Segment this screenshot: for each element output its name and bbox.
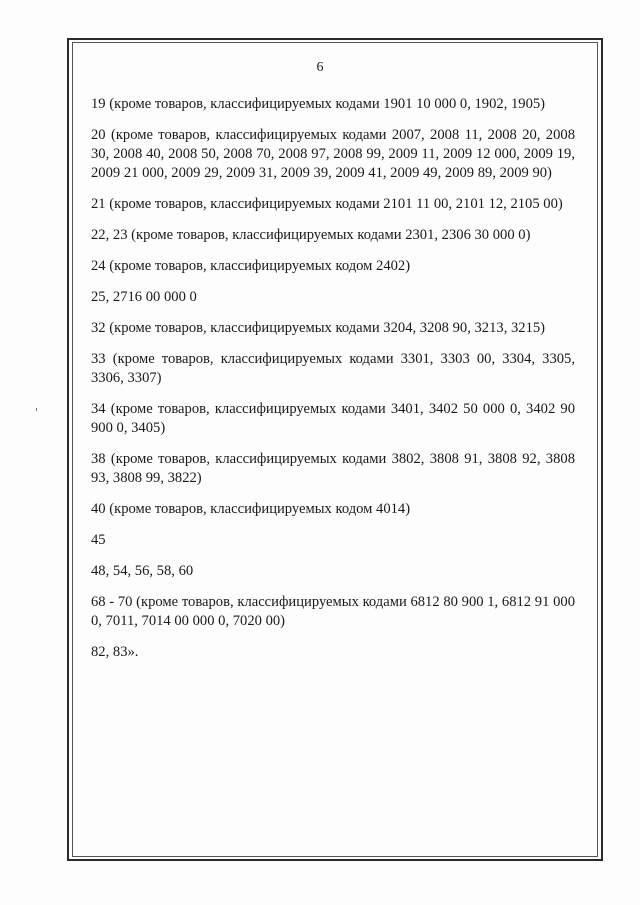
list-item: 40 (кроме товаров, классифицируемых кодом 4014) bbox=[91, 501, 411, 517]
list-item: 82, 83». bbox=[91, 644, 139, 660]
list-item: 21 (кроме товаров, классифицируемых кодами 2101 11 00, 2101 12, 2105 00) bbox=[91, 196, 563, 212]
list-item: 19 (кроме товаров, классифицируемых кодами 1901 10 000 0, 1902, 1905) bbox=[91, 96, 546, 112]
scan-artifact bbox=[36, 408, 37, 411]
list-item: 48, 54, 56, 58, 60 bbox=[91, 563, 194, 579]
list-item: 24 (кроме товаров, классифицируемых кодом 2402) bbox=[91, 258, 411, 274]
list-item: 33 (кроме товаров, классифицируемых кодами 3301, 3303 00, 3304, 3305, 3306, 3307) bbox=[91, 351, 575, 386]
list-item: 20 (кроме товаров, классифицируемых кодами 2007, 2008 11, 2008 20, 2008 30, 2008 40, 2008 50, 2008 70, 2008 97, 2008 99, 2009 11, 2009 12 000, 2009 19, 2009 21 000, 2009 29, 2009 31, 2009 39, 2009 41, 2009 49, 2009 89, 2009 90) bbox=[91, 127, 575, 181]
list-item: 32 (кроме товаров, классифицируемых кодами 3204, 3208 90, 3213, 3215) bbox=[91, 320, 546, 336]
list-item: 34 (кроме товаров, классифицируемых кодами 3401, 3402 50 000 0, 3402 90 900 0, 3405) bbox=[91, 401, 575, 436]
list-item: 45 bbox=[91, 532, 106, 548]
list-item: 25, 2716 00 000 0 bbox=[91, 289, 197, 305]
page-number: 6 bbox=[316, 60, 324, 75]
list-item: 38 (кроме товаров, классифицируемых кодами 3802, 3808 91, 3808 92, 3808 93, 3808 99, 3822) bbox=[91, 451, 575, 486]
list-item: 22, 23 (кроме товаров, классифицируемых кодами 2301, 2306 30 000 0) bbox=[91, 227, 531, 243]
code-list bbox=[91, 95, 575, 674]
list-item: 68 - 70 (кроме товаров, классифицируемых кодами 6812 80 900 1, 6812 91 000 0, 7011, 7014 00 000 0, 7020 00) bbox=[91, 594, 575, 629]
